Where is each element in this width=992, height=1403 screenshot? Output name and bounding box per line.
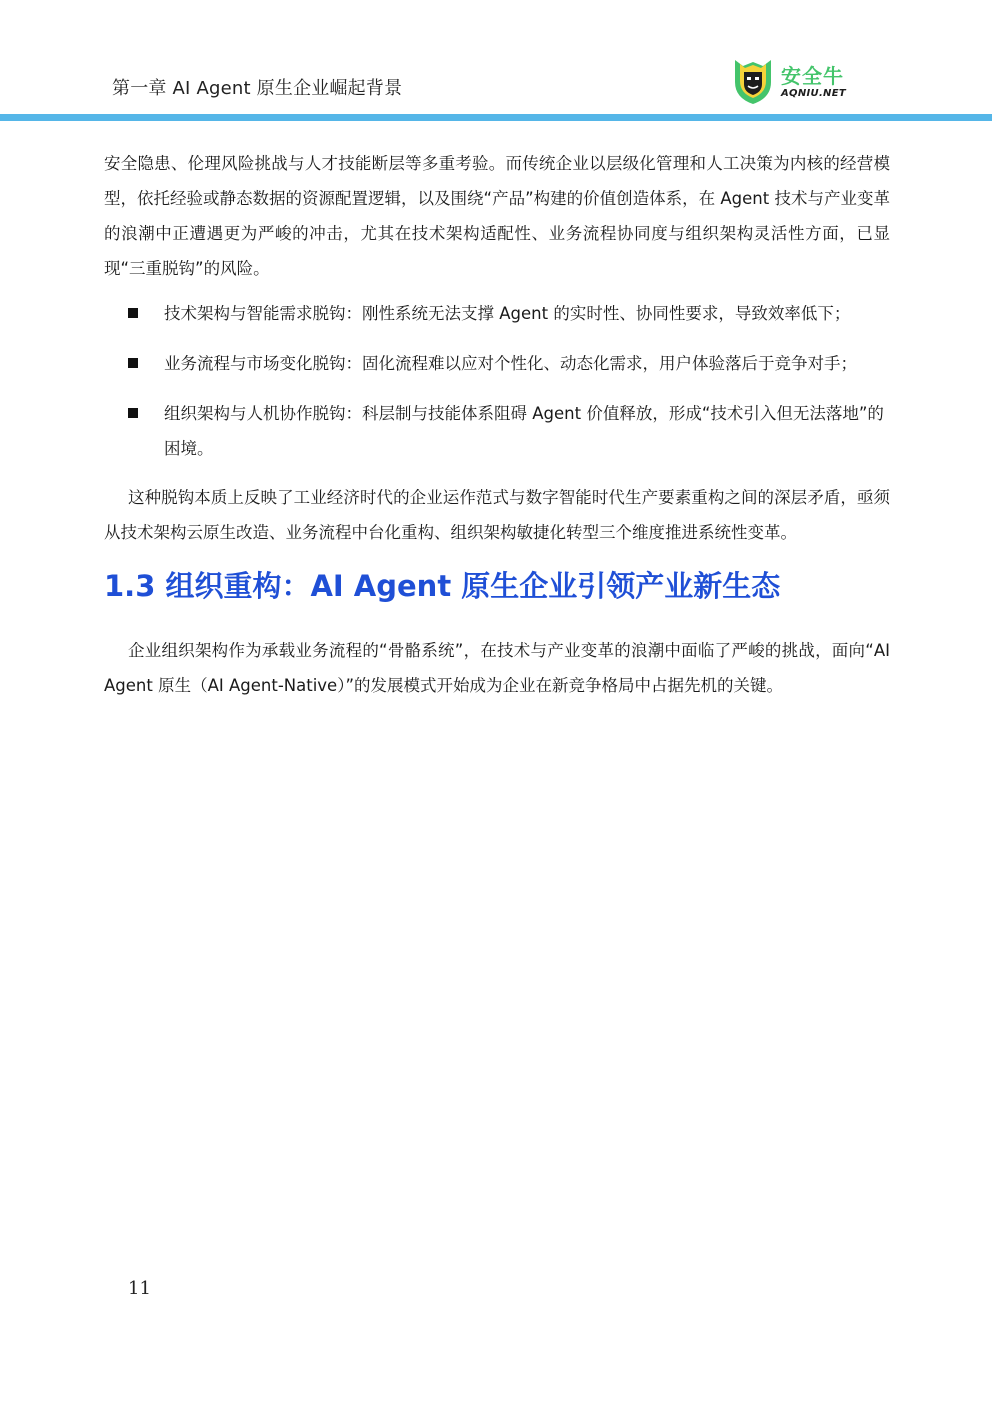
- logo-text-cn: 安全牛: [781, 64, 844, 88]
- aqniu-logo: [731, 54, 871, 106]
- bullet-text: 业务流程与市场变化脱钩：固化流程难以应对个性化、动态化需求，用户体验落后于竞争对手；: [164, 354, 857, 373]
- square-bullet-icon: [128, 408, 138, 418]
- bull-shield-icon: [731, 54, 775, 106]
- bullet-item: [104, 296, 890, 331]
- body-paragraph-3: 企业组织架构作为承载业务流程的“骨骼系统”，在技术与产业变革的浪潮中面临了严峻的挑战，面向“AI Agent 原生（AI Agent-Native）”的发展模式开始成为企业在新竞争格局中占据先机的关键。: [104, 641, 890, 695]
- square-bullet-icon: [128, 358, 138, 368]
- bullet-text: 组织架构与人机协作脱钩：科层制与技能体系阻碍 Agent 价值释放，形成“技术引入但无法落地”的困境。: [164, 404, 884, 458]
- body-paragraph-2: 这种脱钩本质上反映了工业经济时代的企业运作范式与数字智能时代生产要素重构之间的深层矛盾，亟须从技术架构云原生改造、业务流程中台化重构、组织架构敏捷化转型三个维度推进系统性变革。: [104, 488, 890, 542]
- square-bullet-icon: [128, 308, 138, 318]
- header-divider: [0, 114, 992, 121]
- bullet-text: 技术架构与智能需求脱钩：刚性系统无法支撑 Agent 的实时性、协同性要求，导致效率低下；: [164, 304, 851, 323]
- bullet-item: [104, 346, 890, 381]
- page-number: 11: [128, 1278, 151, 1299]
- section-heading: 1.3 组织重构：AI Agent 原生企业引领产业新生态: [104, 569, 781, 603]
- body-paragraph-1: 安全隐患、伦理风险挑战与人才技能断层等多重考验。而传统企业以层级化管理和人工决策为内核的经营模型，依托经验或静态数据的资源配置逻辑，以及围绕“产品”构建的价值创造体系，在 Agent 技术与产业变革的浪潮中正遭遇更为严峻的冲击，尤其在技术架构适配性、业务流程协同度与组织架构灵活性方面，已显现“三重脱钩”的风险。: [104, 154, 890, 278]
- logo-text-en: AQNIU.NET: [781, 88, 846, 99]
- chapter-title: 第一章 AI Agent 原生企业崛起背景: [112, 78, 403, 99]
- bullet-item: [104, 396, 890, 466]
- decoupling-bullet-list: [104, 296, 890, 481]
